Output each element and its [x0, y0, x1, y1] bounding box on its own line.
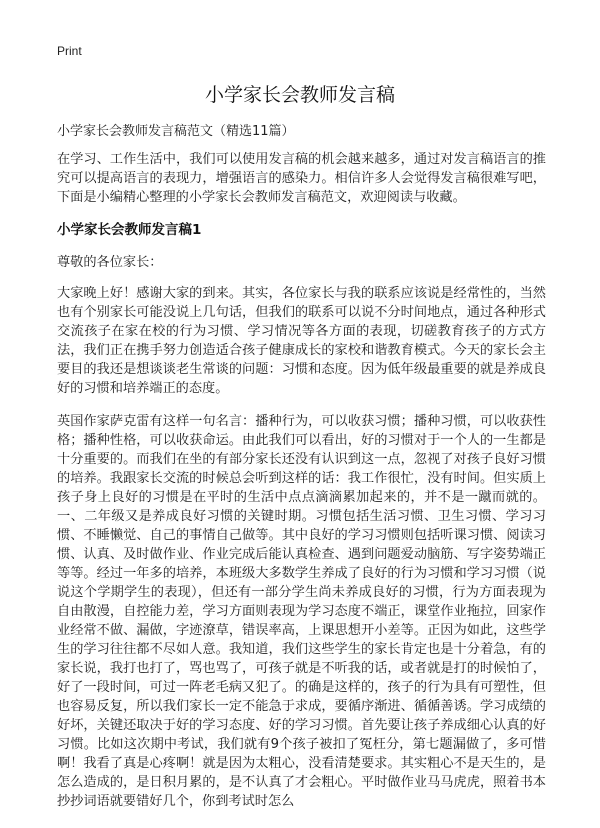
intro-paragraph: 在学习、工作生活中，我们可以使用发言稿的机会越来越多，通过对发言稿语言的推究可以提高语言的表现力，增强语言的感染力。相信许多人会觉得发言稿很难写吧，下面是小编精心整理的小学家长会教师发言稿范文，欢迎阅读与收藏。 [57, 152, 546, 205]
document-subtitle: 小学家长会教师发言稿范文（精选11篇） [57, 124, 295, 139]
print-label[interactable]: Print [57, 44, 82, 58]
body-paragraph-2: 英国作家萨克雷有这样一句名言：播种行为，可以收获习惯；播种习惯，可以收获性格；播种性格，可以收获命运。由此我们可以看出，好的习惯对于一个人的一生都是十分重要的。而我们在坐的有部分家长还没有认识到这一点，忽视了对孩子良好习惯的培养。我跟家长交流的时候总会听到这样的话：我工作很忙，没有时间。但实质上孩子身上良好的习惯是在平时的生活中点点滴滴累加起来的，并不是一蹴而就的。一、二年级又是养成良好习惯的关键时期。习惯包括生活习惯、卫生习惯、学习习惯、不睡懒觉、自己的事情自己做等。其中良好的学习习惯则包括听课习惯、阅读习惯、认真、及时做作业、作业完成后能认真检查、遇到问题爱动脑筋、写字姿势端正等等。经过一年多的培养，本班级大多数学生养成了良好的行为习惯和学习习惯（说说这个学期学生的表现），但还有一部分学生尚未养成良好的习惯，行为方面表现为自由散漫，自控能力差，学习方面则表现为学习态度不端正，课堂作业拖拉，回家作业经常不做、漏做，字迹潦草，错误率高，上课思想开小差等。正因为如此，这些学生的学习往往都不尽如人意。我知道，我们这些学生的家长肯定也是十分着急，有的家长说，我打也打了，骂也骂了，可孩子就是不听我的话，或者就是打的时候怕了，好了一段时间，可过一阵老毛病又犯了。的确是这样的，孩子的行为具有可塑性，但也容易反复，所以我们家长一定不能急于求成，要循序渐进、循循善诱。学习成绩的好坏，关键还取决于好的学习态度、好的学习习惯。首先要让孩子养成细心认真的好习惯。比如这次期中考试，我们就有9个孩子被扣了冤枉分，第七题漏做了，多可惜啊！我看了真是心疼啊！就是因为太粗心，没看清楚要求。其实粗心不是天生的，是怎么造成的，是日积月累的，是不认真了才会粗心。平时做作业马马虎虎，照着书本抄抄词语就要错好几个，你到考试时怎么 [57, 414, 546, 809]
document-body [57, 150, 546, 825]
page-title: 小学家长会教师发言稿 [204, 84, 395, 106]
section-heading: 小学家长会教师发言稿1 [57, 222, 202, 238]
greeting-line: 尊敬的各位家长： [57, 255, 163, 270]
body-paragraph-1: 大家晚上好！感谢大家的到来。其实，各位家长与我的联系应该说是经常性的，当然也有个别家长可能没说上几句话，但我们的联系可以说不分时间地点，通过各种形式交流孩子在家在校的行为习惯、学习情况等各方面的表现，切磋教育孩子的方式方法，我们正在携手努力创造适合孩子健康成长的家校和谐教育模式。今天的家长会主要目的我还是想谈谈老生常谈的问题：习惯和态度。因为低年级最重要的就是养成良好的习惯和培养端正的态度。 [57, 286, 546, 396]
